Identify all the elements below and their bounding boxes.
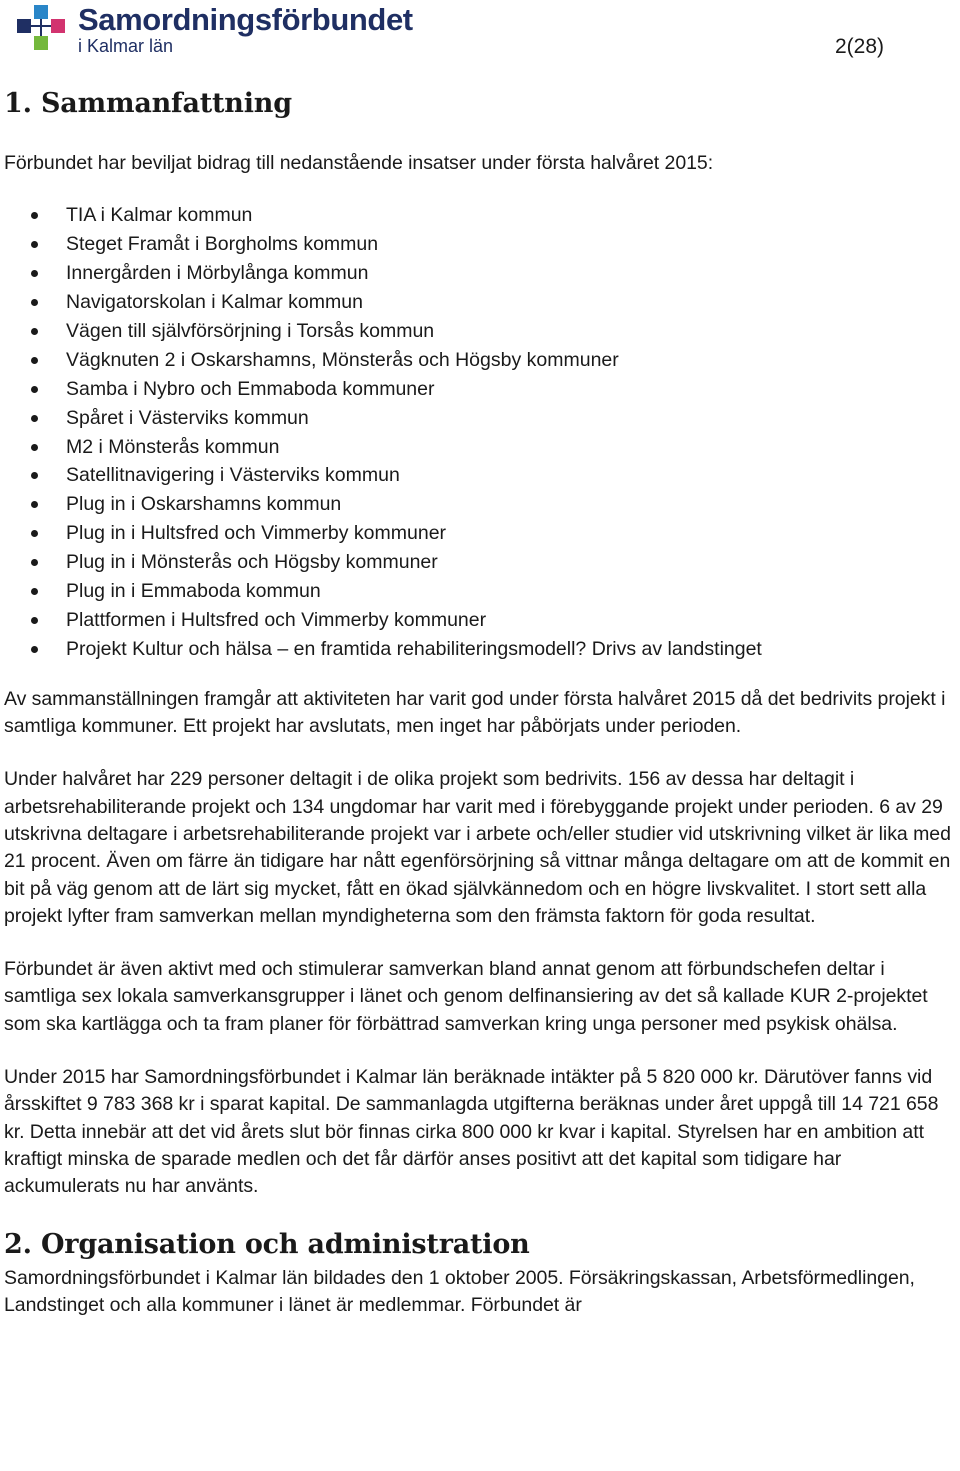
list-item-label: Plug in i Oskarshamns kommun	[66, 493, 342, 516]
list-item-label: Satellitnavigering i Västerviks kommun	[66, 464, 400, 487]
page-number: 2(28)	[834, 35, 884, 58]
list-item-label: Plattformen i Hultsfred och Vimmerby kommuner	[66, 608, 487, 631]
list-item-label: Plug in i Emmaboda kommun	[66, 580, 321, 603]
list-item	[4, 490, 956, 519]
list-item	[4, 259, 956, 288]
list-item	[4, 288, 956, 317]
bullet-icon	[31, 241, 38, 248]
bullet-icon	[31, 270, 38, 277]
list-item-label: Projekt Kultur och hälsa – en framtida rehabiliteringsmodell? Drivs av landstinget	[66, 637, 762, 660]
list-item	[4, 461, 956, 490]
bullet-icon	[31, 444, 38, 451]
list-item	[4, 404, 956, 433]
list-item	[4, 346, 956, 375]
samordningsforbundet-logo-icon	[16, 4, 66, 54]
section-1-paragraphs	[4, 686, 956, 1201]
list-item	[4, 375, 956, 404]
list-item	[4, 548, 956, 577]
bullet-icon	[31, 501, 38, 508]
section-1-intro: Förbundet har beviljat bidrag till nedanstående insatser under första halvåret 2015:	[4, 152, 714, 174]
project-list	[4, 201, 956, 664]
bullet-icon	[31, 299, 38, 306]
section-2-paragraph: Samordningsförbundet i Kalmar län bildades den 1 oktober 2005. Försäkringskassan, Arbetsförmedlingen, Landstinget och alla kommuner i länet är medlemmar. Förbundet är	[4, 1266, 915, 1316]
logo-square-blue	[34, 5, 48, 19]
bullet-icon	[31, 530, 38, 537]
bullet-icon	[31, 415, 38, 422]
list-item-label: Plug in i Mönsterås och Högsby kommuner	[66, 551, 438, 574]
list-item	[4, 317, 956, 346]
list-item-label: Innergården i Mörbylånga kommun	[66, 262, 369, 285]
list-item-label: Navigatorskolan i Kalmar kommun	[66, 291, 363, 314]
section-1-paragraph-participants: Under halvåret har 229 personer deltagit i de olika projekt som bedrivits. 156 av dessa har deltagit i arbetsrehabiliterande projekt och 134 ungdomar har varit med i förebyggande projekt under perioden. 6 av 29 utskrivna deltagare i arbetsrehabiliterande projekt var i arbete och/eller studier vid utskrivning vilket är lika med 21 procent. Även om färre än tidigare har nått egenförsörjning så vittnar många deltagare om att de kommit en bit på väg genom att de lärt sig mycket, fått en ökad självkännedom och en högre livskvalitet. I stort sett alla projekt lyfter fram samverkan mellan myndigheterna som den främsta faktorn för goda resultat.	[4, 768, 951, 927]
bullet-icon	[31, 472, 38, 479]
list-item-label: Samba i Nybro och Emmaboda kommuner	[66, 377, 435, 400]
list-item-label: Vägen till självförsörjning i Torsås kommun	[66, 319, 435, 342]
section-1-paragraph-finances: Under 2015 har Samordningsförbundet i Kalmar län beräknade intäkter på 5 820 000 kr. Därutöver fanns vid årsskiftet 9 783 368 kr i sparat kapital. De sammanlagda utgifterna beräknas under året uppgå till 14 721 658 kr. Detta innebär att det vid årets slut bör finnas cirka 800 000 kr kvar i kapital. Styrelsen har en ambition att kraftigt minska de sparade medlen och det får därför anses positivt att det kapital som tidigare har ackumulerats nu har använts.	[4, 1066, 939, 1198]
list-item	[4, 577, 956, 606]
logo-cross-lines	[31, 19, 51, 36]
bullet-icon	[31, 328, 38, 335]
list-item	[4, 433, 956, 462]
logo-title: Samordningsförbundet	[78, 2, 413, 37]
list-item-label: Steget Framåt i Borgholms kommun	[66, 233, 379, 256]
logo-square-magenta	[51, 19, 65, 33]
bullet-icon	[31, 617, 38, 624]
logo-square-navy	[17, 19, 31, 33]
list-item	[4, 519, 956, 548]
page-header	[12, 2, 948, 60]
list-item	[4, 230, 956, 259]
list-item-label: Plug in i Hultsfred och Vimmerby kommuner	[66, 522, 447, 545]
section-1-paragraph-activity: Av sammanställningen framgår att aktiviteten har varit god under första halvåret 2015 då det bedrivits projekt i samtliga kommuner. Ett projekt har avslutats, men inget har påbörjats under perioden.	[4, 687, 946, 738]
section-1-heading: 1. Sammanfattning	[4, 88, 292, 119]
list-item	[4, 635, 956, 664]
list-item-label: M2 i Mönsterås kommun	[66, 435, 280, 458]
bullet-icon	[31, 646, 38, 653]
list-item-label: Vägknuten 2 i Oskarshamns, Mönsterås och Högsby kommuner	[66, 348, 619, 371]
bullet-icon	[31, 588, 38, 595]
logo-square-green	[34, 36, 48, 50]
list-item	[4, 201, 956, 230]
document-content	[4, 86, 956, 1319]
section-2-heading: 2. Organisation och administration	[4, 1228, 530, 1260]
bullet-icon	[31, 357, 38, 364]
logo-subtitle: i Kalmar län	[78, 36, 174, 56]
bullet-icon	[31, 386, 38, 393]
bullet-icon	[31, 559, 38, 566]
list-item-label: TIA i Kalmar kommun	[66, 204, 253, 227]
bullet-icon	[31, 212, 38, 219]
list-item-label: Spåret i Västerviks kommun	[66, 406, 309, 429]
section-1-paragraph-collaboration: Förbundet är även aktivt med och stimulerar samverkan bland annat genom att förbundschefen deltar i samtliga sex lokala samverkansgrupper i länet och genom delfinansiering av det så kallade KUR 2-projektet som ska kartlägga och ta fram planer för förbättrad samverkan kring unga personer med psykisk ohälsa.	[4, 958, 928, 1035]
list-item	[4, 606, 956, 635]
